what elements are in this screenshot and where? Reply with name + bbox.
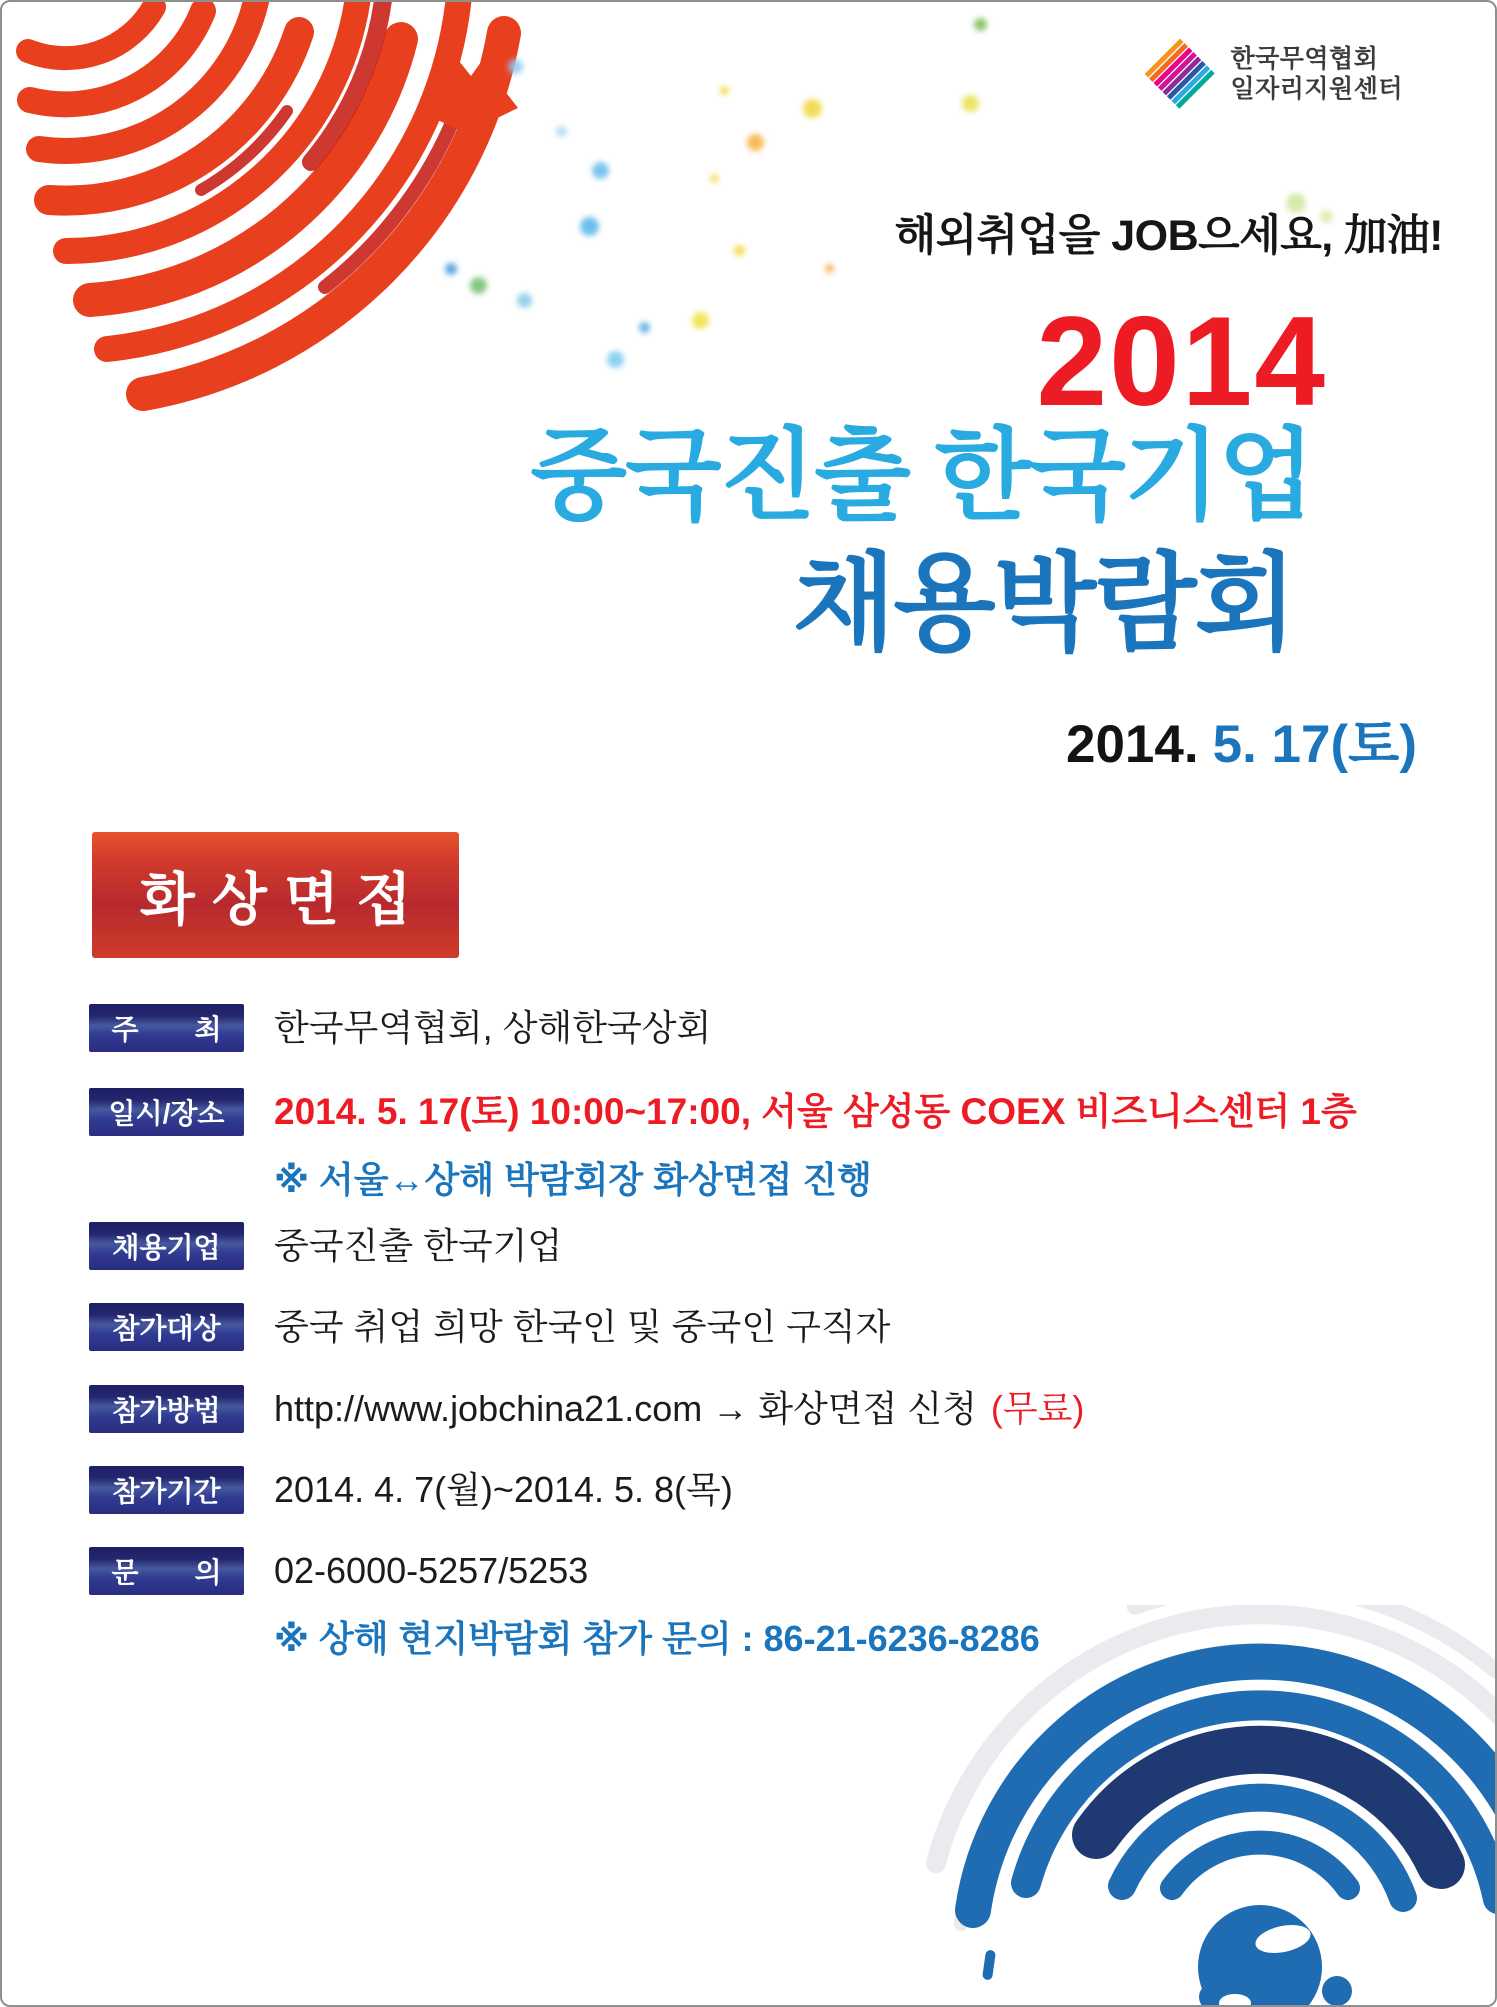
row-label-hiring-companies: 채용기업 xyxy=(89,1222,244,1270)
row-value-host: 한국무역협회, 상해한국상회 xyxy=(274,1007,712,1048)
event-date-year: 2014. xyxy=(1065,715,1199,774)
bokeh-dot xyxy=(720,86,729,95)
row-label-datetime-venue: 일시/장소 xyxy=(89,1088,244,1136)
row-label-eligibility: 참가대상 xyxy=(89,1303,244,1351)
apply-free-tag: (무료) xyxy=(990,1388,1085,1429)
bokeh-dot xyxy=(734,245,745,256)
event-title-line2: 채용박람회 xyxy=(793,545,1295,663)
kita-org-line1: 한국무역협회 xyxy=(1230,44,1379,73)
bokeh-dot xyxy=(692,312,709,329)
row-label-contact: 문 의 xyxy=(89,1547,244,1595)
info-row-eligibility xyxy=(89,1303,890,1351)
bokeh-dot xyxy=(508,59,523,74)
blue-globe-brush xyxy=(815,1605,1495,2005)
row-value-contact-phone: 02-6000-5257/5253 xyxy=(274,1550,589,1591)
bokeh-dot xyxy=(639,322,650,333)
kita-logo-icon xyxy=(1144,38,1216,110)
bokeh-dot xyxy=(803,99,822,118)
slogan-text: 해외취업을 JOB으세요, 加油! xyxy=(894,212,1443,260)
bokeh-dot xyxy=(470,277,487,294)
row-label-host: 주 최 xyxy=(89,1004,244,1052)
row-note-video-interview: ※ 서울↔상해 박람회장 화상면접 진행 xyxy=(274,1159,872,1200)
event-title-line1: 중국진출 한국기업 xyxy=(530,420,1313,532)
row-value-eligibility: 중국 취업 희망 한국인 및 중국인 구직자 xyxy=(274,1306,891,1347)
info-row-datetime-venue xyxy=(89,1088,1357,1202)
row-value-how-to-apply xyxy=(274,1385,1084,1433)
info-row-application-period xyxy=(89,1466,733,1514)
info-row-host xyxy=(89,1004,711,1052)
red-brush-stroke xyxy=(0,0,536,466)
row-label-application-period: 참가기간 xyxy=(89,1466,244,1514)
row-note-shanghai-contact: ※ 상해 현지박람회 참가 문의 : 86-21-6236-8286 xyxy=(274,1618,1040,1659)
kita-org-line2: 일자리지원센터 xyxy=(1230,75,1403,103)
bokeh-dot xyxy=(710,174,719,183)
event-year: 2014 xyxy=(1036,290,1327,432)
bokeh-dot xyxy=(962,95,979,112)
kita-logo-text xyxy=(1230,44,1403,105)
row-label-how-to-apply: 참가방법 xyxy=(89,1385,244,1433)
bokeh-dot xyxy=(580,217,599,236)
row-value-datetime-venue: 2014. 5. 17(토) 10:00~17:00, 서울 삼성동 COEX 비즈니스센터 1층 xyxy=(274,1091,1357,1132)
bokeh-dot xyxy=(825,264,834,273)
event-date xyxy=(1066,702,1417,778)
bokeh-dot xyxy=(592,162,609,179)
info-row-hiring-companies xyxy=(89,1222,562,1270)
info-row-how-to-apply xyxy=(89,1385,1084,1433)
bokeh-dot xyxy=(517,293,532,308)
kita-logo xyxy=(1144,38,1403,110)
bokeh-dot xyxy=(747,134,764,151)
row-value-application-period: 2014. 4. 7(월)~2014. 5. 8(목) xyxy=(274,1469,733,1510)
bokeh-dot xyxy=(445,263,457,275)
bokeh-dot xyxy=(556,126,567,137)
bokeh-dot xyxy=(607,351,624,368)
apply-url-text: http://www.jobchina21.com → 화상면접 신청 xyxy=(274,1388,977,1429)
event-date-day: 5. 17(토) xyxy=(1212,715,1417,774)
video-interview-badge: 화상면접 xyxy=(92,832,459,958)
bokeh-dot xyxy=(974,18,987,31)
row-value-hiring-companies: 중국진출 한국기업 xyxy=(274,1225,563,1266)
